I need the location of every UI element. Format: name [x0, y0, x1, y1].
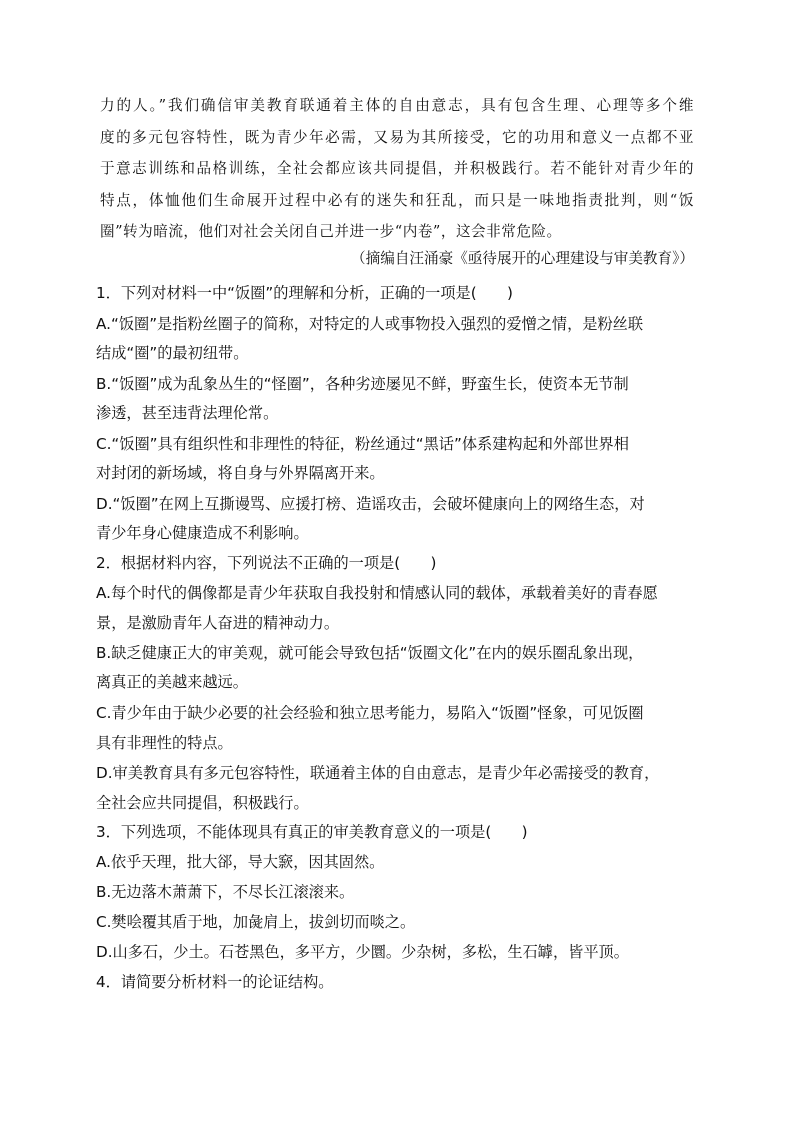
answer-option-c: C.“饭圈”具有组织性和非理性的特征，粉丝通过“黑话”体系建构起和外部世界相 [96, 435, 629, 453]
answer-option-b: B.“饭圈”成为乱象丛生的“怪圈”，各种劣迹屡见不鲜，野蛮生长，使资本无节制 [96, 375, 629, 393]
answer-option-d-continued: 全社会应共同提倡，积极践行。 [96, 794, 309, 812]
answer-option-c-continued: 对封闭的新场域，将自身与外界隔离开来。 [96, 464, 385, 482]
passage-line: 力的人。”我们确信审美教育联通着主体的自由意志，具有包含生理、心理等多个维 [100, 97, 694, 114]
answer-option-a: A.每个时代的偶像都是青少年获取自我投射和情感认同的载体，承载着美好的青春愿 [96, 584, 658, 602]
answer-option-a: A.依乎天理，批大郤，导大窾，因其固然。 [96, 853, 385, 871]
answer-option-a-continued: 结成“圈”的最初纽带。 [96, 344, 249, 362]
answer-option-d: D.山多石，少土。石苍黑色，多平方，少圜。少杂树，多松，生石罅，皆平顶。 [96, 943, 629, 961]
passage-paragraph [100, 90, 694, 248]
answer-option-d: D.“饭圈”在网上互撕谩骂、应援打榜、造谣攻击，会破坏健康向上的网络生态，对 [96, 495, 645, 513]
answer-option-a: A.“饭圈”是指粉丝圈子的简称，对特定的人或事物投入强烈的爱憎之情，是粉丝联 [96, 315, 644, 333]
passage-line: 于意志训练和品格训练，全社会都应该共同提倡，并积极践行。若不能针对青少年的 [100, 160, 694, 178]
answer-option-d-continued: 青少年身心健康造成不利影响。 [96, 524, 309, 542]
answer-option-b: B.无边落木萧萧下，不尽长江滚滚来。 [96, 883, 355, 901]
question-stem: 4．请简要分析材料一的论证结构。 [96, 973, 334, 991]
answer-option-c: C.樊哙覆其盾于地，加彘肩上，拔剑切而啖之。 [96, 913, 416, 931]
answer-option-d: D.审美教育具有多元包容特性，联通着主体的自由意志，是青少年必需接受的教育， [96, 764, 660, 782]
question-stem: 3．下列选项，不能体现具有真正的审美教育意义的一项是( ) [96, 823, 528, 841]
answer-option-c: C.青少年由于缺少必要的社会经验和独立思考能力，易陷入“饭圈”怪象，可见饭圈 [96, 704, 644, 722]
passage-line: 度的多元包容特性，既为青少年必需，又易为其所接受，它的功用和意义一点都不亚 [100, 128, 694, 146]
passage-line: 特点，体恤他们生命展开过程中必有的迷失和狂乱，而只是一味地指责批判，则“饭 [100, 191, 694, 209]
question-stem: 1．下列对材料一中“饭圈”的理解和分析，正确的一项是( ) [96, 284, 513, 302]
passage-source: （摘编自汪涌豪《亟待展开的心理建设与审美教育》） [351, 250, 694, 267]
passage-line: 圈”转为暗流，他们对社会关闭自己并进一步“内卷”，这会非常危险。 [100, 223, 562, 241]
question-stem: 2．根据材料内容，下列说法不正确的一项是( ) [96, 554, 437, 572]
answer-option-b-continued: 离真正的美越来越远。 [96, 673, 248, 691]
answer-option-a-continued: 景，是激励青年人奋进的精神动力。 [96, 614, 339, 632]
answer-option-c-continued: 具有非理性的特点。 [96, 734, 233, 752]
answer-option-b-continued: 渗透，甚至违背法理伦常。 [96, 404, 279, 422]
answer-option-b: B.缺乏健康正大的审美观，就可能会导致包括“饭圈文化”在内的娱乐圈乱象出现， [96, 644, 644, 662]
